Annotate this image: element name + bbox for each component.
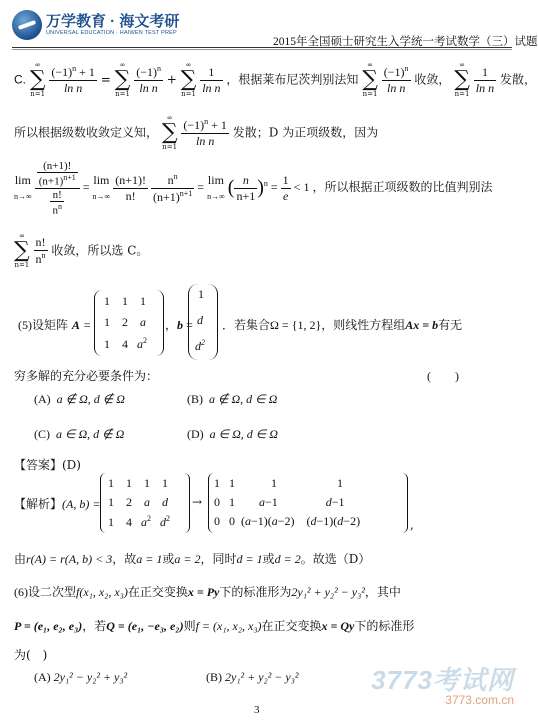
matrix-a-row3: 1 4 $a^2$	[104, 336, 147, 351]
augmented-row3: 1 4 $a^2$ $d^2$	[108, 514, 170, 529]
vector-b-row3: $d^2$	[195, 338, 205, 353]
q5-conclusion: 由r(A) = r(A, b) < 3，故a = 1或a = 2，同时d = 1或d = 2。故选（D）	[14, 552, 371, 566]
watermark	[371, 660, 514, 707]
vector-b-row2: d	[197, 313, 203, 327]
logo-subtitle: UNIVERSAL EDUCATION · HAIWEN TEST PREP	[46, 30, 177, 36]
q5-answer-bracket: ( )	[427, 369, 459, 383]
option-c-series-line: C. ∞ ∑ n=1 $\frac{(-1)^n + 1}{\text{ln n}}$ = ∞ ∑ n=1 $\frac{(-1)^n}{\text{ln n}}$ + ∞ ∑ n=1 $\frac{1}{\text{ln n}}$ ，根据莱布尼茨判别法知 ∞ ∑ n=1 $\frac{(-1)^n}{\text{ln n}}$ 收敛， ∞ ∑ n=1 $\frac{1}{\text{ln n}}$ 发散，	[14, 61, 536, 98]
option-c-conclusion-line: 所以根据级数收敛定义知， ∞ ∑ n=1 $\frac{(-1)^n + 1}{\text{ln n}}$ 发散；D 为正项级数，因为	[14, 114, 379, 151]
reduced-row3: 0 0 (a−1)(a−2) (d−1)(d−2)	[214, 514, 361, 528]
reduced-row1: 1 1 1 1	[214, 476, 343, 490]
matrix-a-row1: 1 1 1	[104, 294, 146, 308]
q5-stem-end: ．若集合Ω = {1, 2}，则线性方程组Ax = b有无	[222, 318, 463, 332]
q5-answer: 【答案】(D)	[14, 458, 81, 472]
augmented-row1: 1 1 1 1	[108, 476, 168, 490]
q5-option-c[interactable]: (C) a ∈ Ω, d ∉ Ω	[34, 427, 125, 441]
vector-b-row1: 1	[198, 287, 204, 301]
q6-option-b[interactable]: (B) 2y₁² + y₂² − y₃²	[206, 670, 299, 684]
q6-stem-line2: P = (e₁, e₂, e₃)，若Q = (e₁, −e₃, e₂)则f = (x₁, x₂, x₃)在正交变换x = Qy下的标准形	[14, 619, 415, 633]
page-number: 3	[254, 704, 260, 716]
row-reduce-arrow: →	[192, 495, 203, 509]
q5-stem-start: (5)设矩阵 A =	[18, 318, 91, 332]
q6-stem-line1: (6)设二次型f(x₁, x₂, x₃)在正交变换x = Py下的标准形为2y₁² + y₂² − y₃²，其中	[14, 585, 401, 599]
q5-analysis: 【解析】(A, b) =	[14, 497, 101, 511]
augmented-row2: 1 2 a d	[108, 495, 168, 509]
q5-option-a[interactable]: (A) a ∉ Ω, d ∉ Ω	[34, 392, 125, 406]
q5-stem-line2: 穷多解的充分必要条件为：	[14, 369, 159, 383]
header-rule-secondary	[12, 49, 512, 50]
q5-option-d[interactable]: (D) a ∈ Ω, d ∈ Ω	[187, 427, 278, 441]
watermark-sub: 3773.com.cn	[445, 693, 514, 707]
q6-stem-line3: 为( )	[14, 648, 48, 662]
q6-option-a[interactable]: (A) 2y₁² − y₂² + y₃²	[34, 670, 128, 684]
option-c-final-line: ∞ ∑ n=1 $\frac{n!}{n^n}$ 收敛，所以选 C。	[14, 232, 149, 269]
logo-text: 万学教育 · 海文考研	[46, 13, 180, 30]
watermark-main: 3773考试网	[371, 665, 514, 695]
q5-option-b[interactable]: (B) a ∉ Ω, d ∈ Ω	[187, 392, 278, 406]
vector-b-label: ，b =	[165, 318, 193, 332]
matrix-comma: ,	[410, 518, 414, 532]
header-rule	[12, 47, 512, 48]
ratio-test-line: lim n→∞ $\frac{\frac{(n+1)!}{(n+1)^{n+1}}}{\frac{n!}{n^n}}$ = lim n→∞ $\frac{(n+1)!}{n!}$ $\frac{n^n}{(n+1)^{n+1}}$ = lim n→∞ ( $\frac{n}{n+1}$ )$^n$ = $\frac{1}{e}$ < 1 ，所以根据正项级数的比值判别法	[14, 160, 493, 217]
matrix-a-row2: 1 2 a	[104, 315, 146, 329]
reduced-row2: 0 1 a−1 d−1	[214, 495, 345, 509]
logo-icon	[12, 10, 42, 40]
document-title: 2015年全国硕士研究生入学统一考试数学（三）试题	[273, 36, 538, 48]
